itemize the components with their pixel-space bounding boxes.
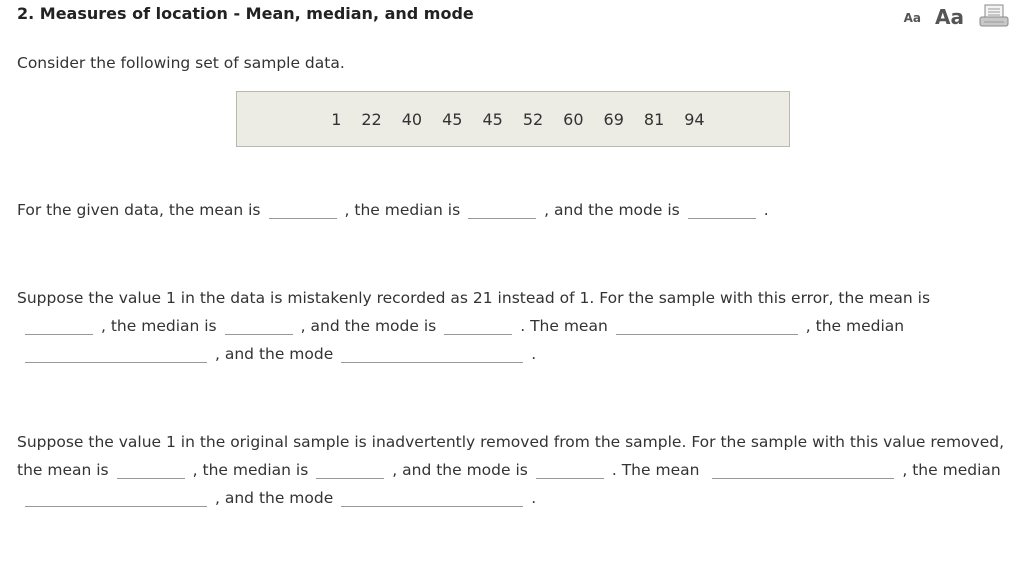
- text-fragment: , the median: [902, 461, 1001, 479]
- text-fragment: Suppose the value 1 in the data is mistakenly recorded as 21 instead of 1. For the sample with this error, the mean is: [17, 289, 931, 307]
- error-mode-field[interactable]: [444, 333, 512, 335]
- text-fragment: , and the mode is: [544, 201, 680, 219]
- text-fragment: .: [531, 489, 537, 507]
- text-fragment: For the given data, the mean is: [17, 201, 261, 219]
- text-fragment: .: [531, 345, 537, 363]
- data-value: 1: [331, 109, 342, 129]
- toolbar: [904, 4, 1010, 28]
- mode-answer-field[interactable]: [688, 217, 756, 219]
- sample-data-box: [236, 91, 790, 147]
- font-size-small-button[interactable]: Aa: [903, 11, 922, 25]
- data-value: 69: [603, 109, 624, 129]
- data-value: 94: [684, 109, 705, 129]
- text-fragment: .: [763, 201, 769, 219]
- error-mode-change-dropdown[interactable]: [341, 361, 523, 363]
- question-title: 2. Measures of location - Mean, median, and mode: [17, 4, 474, 23]
- question-original-data: [17, 196, 1012, 224]
- data-value: 60: [563, 109, 584, 129]
- error-median-field[interactable]: [225, 333, 293, 335]
- question-value-removed: [17, 428, 1012, 512]
- median-answer-field[interactable]: [468, 217, 536, 219]
- text-fragment: . The mean: [611, 461, 700, 479]
- text-fragment: , and the mode is: [392, 461, 528, 479]
- data-value: 45: [442, 109, 463, 129]
- text-fragment: , the median: [805, 317, 905, 335]
- error-median-change-dropdown[interactable]: [25, 361, 207, 363]
- removed-mode-field[interactable]: [536, 477, 604, 479]
- data-value: 52: [522, 109, 544, 129]
- text-fragment: , and the mode: [215, 489, 334, 507]
- data-value: 22: [361, 109, 382, 129]
- mean-answer-field[interactable]: [269, 217, 337, 219]
- print-icon[interactable]: [978, 4, 1010, 28]
- intro-text: Consider the following set of sample data.: [17, 54, 345, 72]
- text-fragment: Suppose the value 1 in the original sample is inadvertently removed from the sample. For the sample with this value removed, the mean is: [17, 433, 1005, 479]
- error-mean-change-dropdown[interactable]: [616, 333, 798, 335]
- removed-mode-change-dropdown[interactable]: [341, 505, 523, 507]
- error-mean-field[interactable]: [25, 333, 93, 335]
- text-fragment: , and the mode: [215, 345, 334, 363]
- text-fragment: , and the mode is: [300, 317, 437, 335]
- data-value: 45: [482, 109, 503, 129]
- text-fragment: , the median is: [101, 317, 217, 335]
- removed-mean-change-dropdown[interactable]: [712, 477, 894, 479]
- text-fragment: , the median is: [344, 201, 461, 219]
- removed-median-field[interactable]: [316, 477, 384, 479]
- text-fragment: . The mean: [520, 317, 608, 335]
- text-fragment: , the median is: [192, 461, 309, 479]
- removed-mean-field[interactable]: [117, 477, 185, 479]
- data-value: 40: [401, 109, 423, 129]
- question-recording-error: [17, 284, 1012, 368]
- data-value: 81: [643, 109, 665, 129]
- font-size-large-button[interactable]: Aa: [935, 5, 964, 29]
- removed-median-change-dropdown[interactable]: [25, 505, 207, 507]
